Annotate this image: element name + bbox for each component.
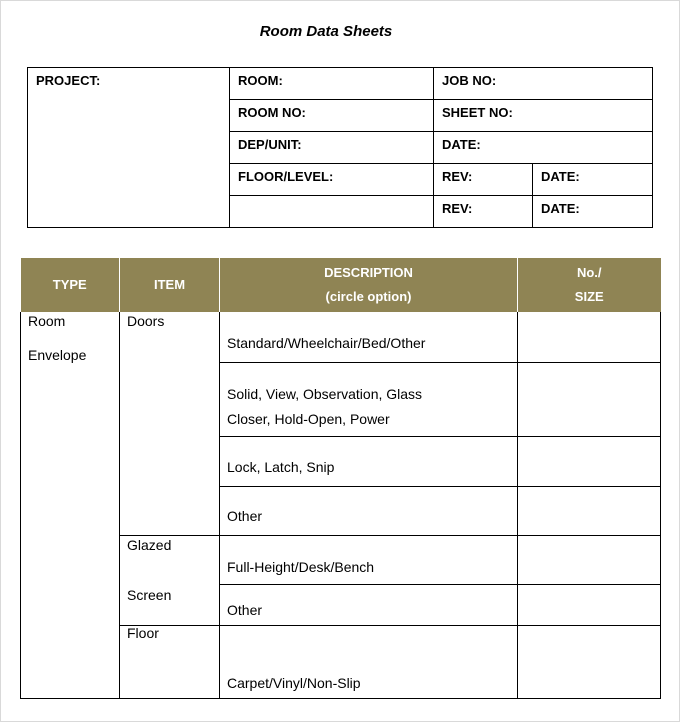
- job-no-field[interactable]: [434, 68, 653, 100]
- header-description-title: DESCRIPTION: [324, 265, 413, 280]
- page-title: Room Data Sheets: [259, 23, 393, 40]
- sheet-no-label: SHEET NO:: [442, 105, 513, 120]
- rev-date-label-2: DATE:: [541, 201, 580, 216]
- type-envelope: Envelope: [28, 347, 87, 363]
- floor-level-field[interactable]: [230, 164, 434, 196]
- table-row: [21, 312, 661, 362]
- item-screen: Screen: [127, 586, 172, 603]
- rev-field-1[interactable]: [434, 164, 533, 196]
- room-no-label: ROOM NO:: [238, 105, 306, 120]
- size-cell[interactable]: [518, 625, 661, 698]
- item-glazed: Glazed: [127, 536, 172, 553]
- header-type: TYPE: [21, 258, 120, 312]
- header-size-line2: SIZE: [574, 289, 604, 304]
- size-cell[interactable]: [518, 535, 661, 584]
- blank-field[interactable]: [230, 196, 434, 228]
- type-cell: [21, 312, 120, 698]
- room-data-table: [20, 258, 661, 699]
- rev-date-label-1: DATE:: [541, 169, 580, 184]
- rev-label-1: REV:: [442, 169, 473, 184]
- size-cell[interactable]: [518, 436, 661, 486]
- item-glazed-screen-cell: [120, 535, 220, 625]
- project-label: PROJECT:: [36, 73, 101, 88]
- description-line: Closer, Hold-Open, Power: [227, 410, 390, 427]
- description-cell[interactable]: [220, 486, 518, 535]
- description-cell[interactable]: [220, 625, 518, 698]
- description-cell[interactable]: [220, 584, 518, 625]
- size-cell[interactable]: [518, 584, 661, 625]
- item-floor: Floor: [127, 624, 159, 641]
- description-text: Full-Height/Desk/Bench: [227, 558, 375, 575]
- description-cell[interactable]: [220, 362, 518, 436]
- floor-level-label: FLOOR/LEVEL:: [238, 169, 334, 184]
- rev-label-2: REV:: [442, 201, 473, 216]
- project-field[interactable]: [28, 68, 230, 228]
- description-cell[interactable]: [220, 535, 518, 584]
- job-no-label: JOB NO:: [442, 73, 497, 88]
- description-text: Standard/Wheelchair/Bed/Other: [227, 334, 426, 351]
- date-label: DATE:: [442, 137, 481, 152]
- header-size-line1: No./: [576, 265, 602, 280]
- description-cell[interactable]: [220, 312, 518, 362]
- room-field[interactable]: [230, 68, 434, 100]
- description-cell[interactable]: [220, 436, 518, 486]
- dep-unit-label: DEP/UNIT:: [238, 137, 302, 152]
- description-line: Solid, View, Observation, Glass: [227, 385, 423, 402]
- header-description: [220, 258, 518, 312]
- rev-field-2[interactable]: [434, 196, 533, 228]
- dep-unit-field[interactable]: [230, 132, 434, 164]
- header-description-note: (circle option): [325, 289, 412, 304]
- size-cell[interactable]: [518, 312, 661, 362]
- project-info-table: [27, 67, 653, 228]
- description-text: Other: [227, 507, 263, 524]
- description-text: [227, 382, 517, 436]
- size-cell[interactable]: [518, 486, 661, 535]
- rev-date-field-1[interactable]: [533, 164, 653, 196]
- rev-date-field-2[interactable]: [533, 196, 653, 228]
- item-floor-spacer: [127, 642, 219, 695]
- description-text: Lock, Latch, Snip: [227, 458, 335, 475]
- type-room: Room: [28, 313, 66, 329]
- room-label: ROOM:: [238, 73, 283, 88]
- item-doors-cell: [120, 312, 220, 535]
- room-no-field[interactable]: [230, 100, 434, 132]
- sheet-no-field[interactable]: [434, 100, 653, 132]
- size-cell[interactable]: [518, 362, 661, 436]
- item-floor-cell: [120, 625, 220, 698]
- description-text: Carpet/Vinyl/Non-Slip: [227, 674, 361, 691]
- header-size: [518, 258, 661, 312]
- item-doors: Doors: [127, 313, 165, 329]
- description-text: Other: [227, 601, 263, 618]
- date-field[interactable]: [434, 132, 653, 164]
- header-item: ITEM: [120, 258, 220, 312]
